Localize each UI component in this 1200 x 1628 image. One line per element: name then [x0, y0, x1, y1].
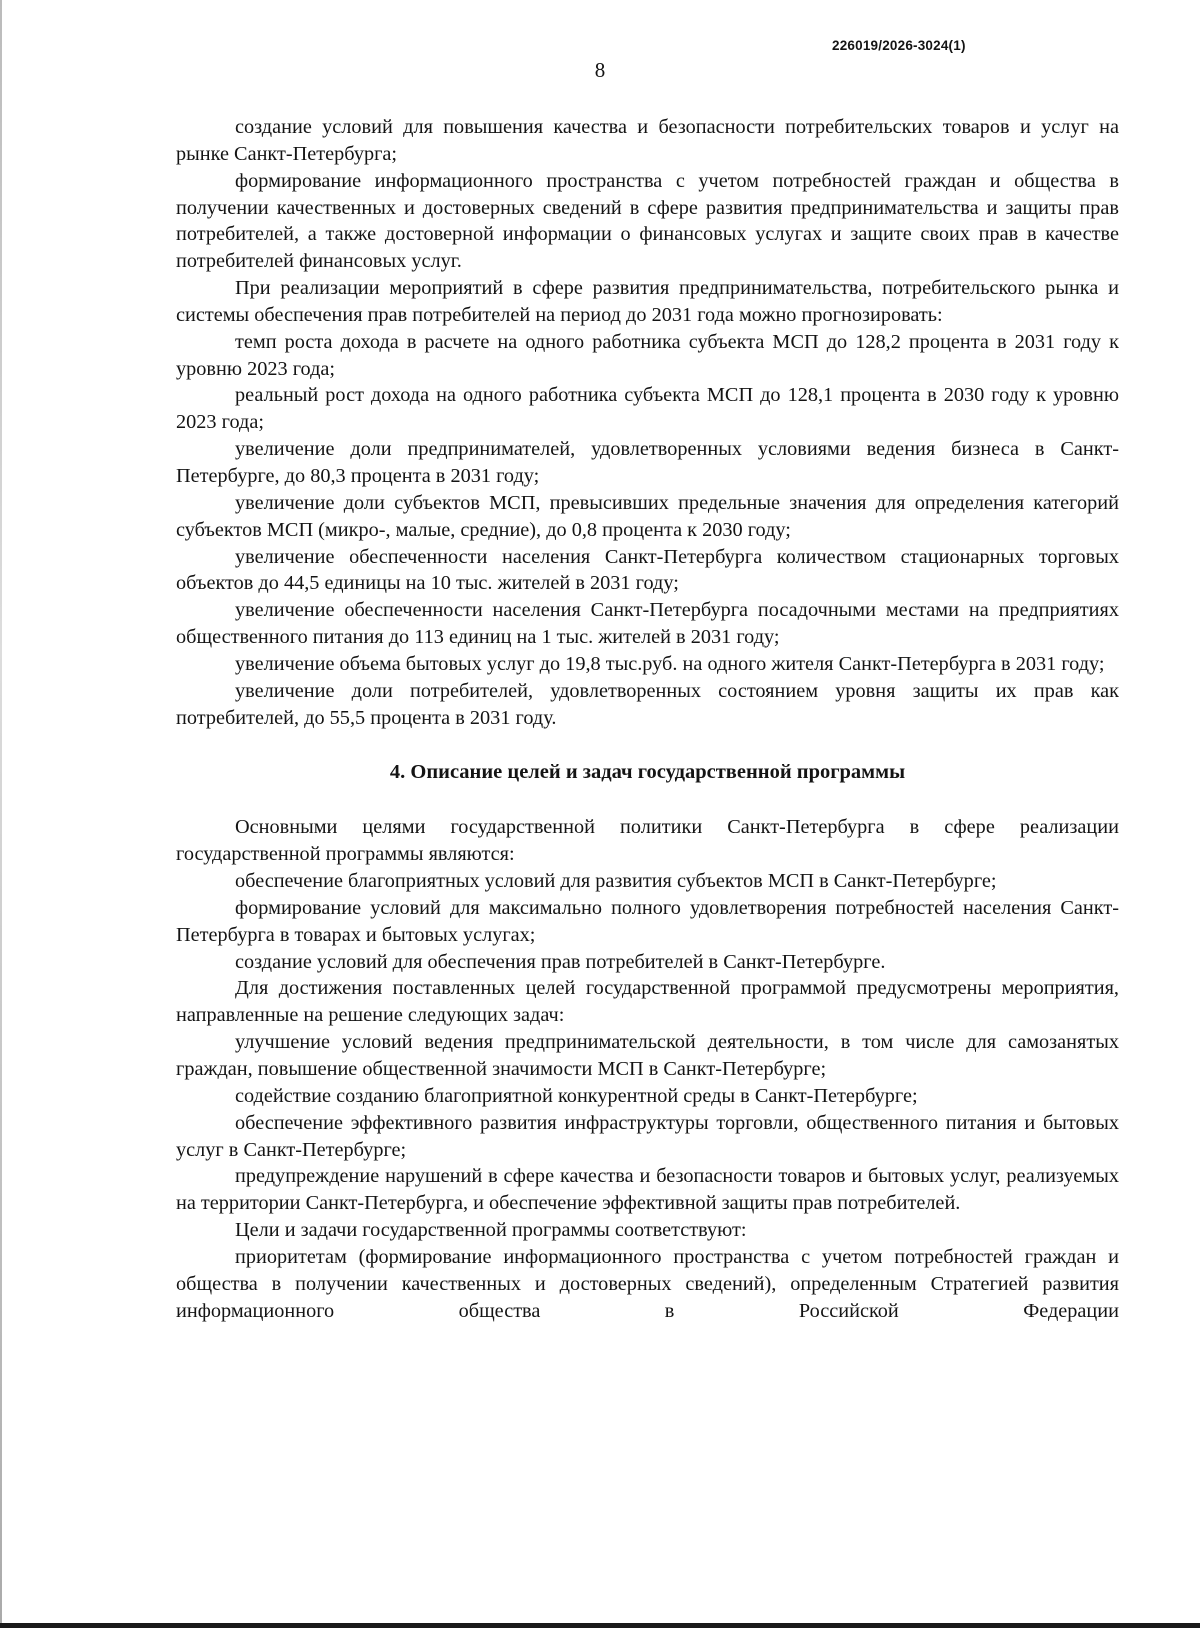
paragraph: создание условий для обеспечения прав потребителей в Санкт-Петербурге. — [235, 950, 886, 973]
paragraph: увеличение обеспеченности населения Санкт-Петербурга количеством стационарных торговых объектов до 44,5 единицы на 10 тыс. жителей в 2031 году; — [176, 545, 1119, 595]
paragraph: При реализации мероприятий в сфере развития предпринимательства, потребительского рынка и системы обеспечения прав потребителей на период до 2031 года можно прогнозировать: — [176, 277, 1119, 326]
paragraph: обеспечение эффективного развития инфраструктуры торговли, общественного питания и бытовых услуг в Санкт-Петербурге; — [176, 1111, 1119, 1161]
paragraph: темп роста дохода в расчете на одного работника субъекта МСП до 128,2 процента в 2031 году к уровню 2023 года; — [176, 330, 1119, 380]
paragraph: Основными целями государственной политики Санкт-Петербурга в сфере реализации государственной программы являются: — [176, 816, 1119, 866]
page-number: 8 — [594, 58, 606, 82]
paragraph: предупреждение нарушений в сфере качества и безопасности товаров и бытовых услуг, реализуемых на территории Санкт-Петербурга, и обеспечение эффективной защиты прав потребителей. — [176, 1165, 1119, 1215]
document-body — [176, 114, 1119, 1324]
scan-edge-bottom — [0, 1623, 1200, 1628]
paragraph: обеспечение благоприятных условий для развития субъектов МСП в Санкт-Петербурге; — [235, 870, 997, 893]
paragraph: формирование условий для максимально полного удовлетворения потребностей населения Санкт-Петербурга в товарах и бытовых услугах; — [176, 896, 1119, 946]
paragraph: увеличение объема бытовых услуг до 19,8 тыс.руб. на одного жителя Санкт-Петербурга в 2031 году; — [235, 652, 1105, 675]
paragraph: увеличение доли субъектов МСП, превысивших предельные значения для определения категорий субъектов МСП (микро-, малые, средние), до 0,8 процента к 2030 году; — [176, 491, 1119, 541]
scan-edge-left — [0, 0, 2, 1628]
document-registration-code: 226019/2026-3024(1) — [832, 38, 966, 53]
paragraph: реальный рост дохода на одного работника субъекта МСП до 128,1 процента в 2030 году к уровню 2023 года; — [176, 384, 1119, 434]
paragraph: Цели и задачи государственной программы соответствуют: — [235, 1219, 747, 1242]
paragraph: улучшение условий ведения предпринимательской деятельности, в том числе для самозанятых граждан, повышение общественной значимости МСП в Санкт-Петербурге; — [176, 1031, 1119, 1080]
paragraph: приоритетам (формирование информационного пространства с учетом потребностей граждан и общества в получении качественных и достоверных сведений), определенным Стратегией развития информационного общества в Российской Федерации — [176, 1245, 1119, 1322]
paragraph: увеличение доли потребителей, удовлетворенных состоянием уровня защиты их прав как потребителей, до 55,5 процента в 2031 году. — [176, 679, 1119, 729]
section-heading: 4. Описание целей и задач государственной программы — [389, 761, 906, 784]
paragraph: Для достижения поставленных целей государственной программой предусмотрены мероприятия, направленные на решение следующих задач: — [176, 977, 1119, 1027]
paragraph: содействие созданию благоприятной конкурентной среды в Санкт-Петербурге; — [235, 1084, 918, 1107]
paragraph: создание условий для повышения качества и безопасности потребительских товаров и услуг на рынке Санкт-Петербурга; — [176, 116, 1119, 165]
paragraph: увеличение обеспеченности населения Санкт-Петербурга посадочными местами на предприятиях общественного питания до 113 единиц на 1 тыс. жителей в 2031 году; — [176, 599, 1119, 649]
paragraph: формирование информационного пространства с учетом потребностей граждан и общества в получении качественных и достоверных сведений в сфере развития предпринимательства и защиты прав потребителей, а также достоверной информации о финансовых услугах и защите своих прав в качестве потребителей финансовых услуг. — [176, 169, 1119, 273]
paragraph: увеличение доли предпринимателей, удовлетворенных условиями ведения бизнеса в Санкт-Петербурге, до 80,3 процента в 2031 году; — [176, 438, 1119, 487]
